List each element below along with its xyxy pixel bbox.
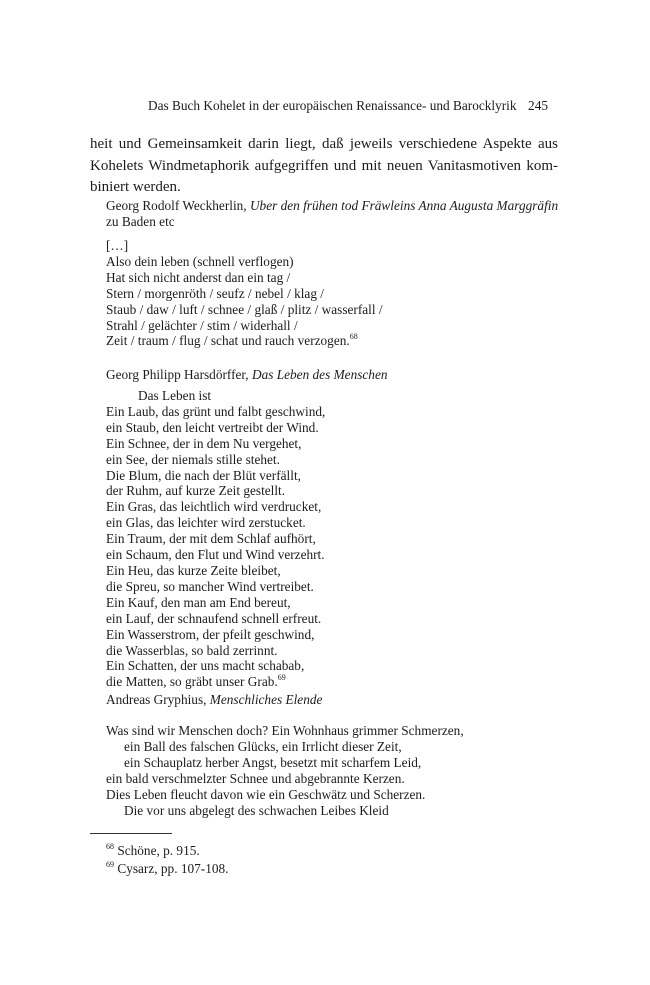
footnote-text: Schöne, p. 915.	[117, 843, 200, 858]
running-title: Das Buch Kohelet in der europäischen Renaissance- und Barocklyrik	[148, 98, 517, 113]
poem-line: […]	[106, 238, 129, 253]
poem-line: Dies Leben fleucht davon wie ein Geschwätz und Scherzen.	[106, 786, 426, 802]
footnote-text: Cysarz, pp. 107-108.	[117, 861, 229, 876]
poem-heading-weckherlin	[106, 198, 558, 230]
poem-subtitle: Das Leben ist	[138, 388, 212, 403]
footnote-separator	[90, 833, 172, 834]
poem-line: die Wasserblas, so bald zerrinnt.	[106, 642, 278, 658]
footnote-number: 69	[106, 860, 114, 869]
poem-author: Georg Rodolf Weckherlin,	[106, 198, 250, 213]
poem-line: Staub / daw / luft / schnee / glaß / plitz / wasserfall /	[106, 301, 383, 317]
running-header	[148, 98, 548, 114]
page-number: 245	[528, 98, 548, 113]
body-line: biniert werden.	[90, 179, 181, 195]
poem-line: Ein Wasserstrom, der pfeilt geschwind,	[106, 626, 315, 642]
poem-title: Das Leben des Menschen	[251, 367, 388, 382]
poem-line: Zeit / traum / flug / schat und rauch verzogen.	[106, 333, 350, 349]
footnote	[106, 843, 200, 859]
poem-line: Ein Heu, das kurze Zeite bleibet,	[106, 562, 281, 578]
poem-line: Strahl / gelächter / stim / widerhall /	[106, 317, 298, 333]
poem-line: Ein Schnee, der in dem Nu vergehet,	[106, 435, 302, 451]
poem-line: Stern / morgenröth / seufz / nebel / klag /	[106, 285, 324, 301]
poem-weckherlin	[106, 238, 383, 349]
poem-author: Georg Philipp Harsdörffer,	[106, 367, 252, 382]
poem-line: Ein Laub, das grünt und falbt geschwind,	[106, 403, 326, 419]
poem-line: die Matten, so gräbt unser Grab.	[106, 674, 278, 690]
poem-line: die Spreu, so mancher Wind vertreibet.	[106, 578, 314, 594]
poem-heading-harsdoerffer	[106, 367, 388, 383]
poem-line: Ein Traum, der mit dem Schlaf aufhört,	[106, 531, 316, 547]
poem-harsdoerffer	[106, 388, 325, 690]
poem-line: ein Schauplatz herber Angst, besetzt mit scharfem Leid,	[124, 754, 422, 770]
poem-gryphius	[106, 723, 464, 818]
body-line: heit und Gemeinsamkeit darin liegt, daß jeweils verschiedene Aspekte aus	[90, 136, 558, 152]
poem-line: Was sind wir Menschen doch? Ein Wohnhaus grimmer Schmerzen,	[106, 723, 464, 738]
poem-title: Menschliches Elende	[209, 692, 323, 707]
poem-line: der Ruhm, auf kurze Zeit gestellt.	[106, 483, 286, 499]
footnote-ref: 69	[277, 673, 286, 683]
footnote-number: 68	[106, 842, 114, 851]
poem-line: Hat sich nicht anderst dan ein tag /	[106, 269, 291, 285]
poem-line: ein Lauf, der schnaufend schnell erfreut.	[106, 610, 322, 626]
poem-line: ein bald verschmelzter Schnee und abgebrannte Kerzen.	[106, 770, 405, 786]
footnote	[106, 861, 229, 877]
poem-line: ein Schaum, den Flut und Wind verzehrt.	[106, 547, 325, 563]
poem-line: ein Glas, das leichter wird zerstucket.	[106, 515, 306, 531]
poem-line: ein Staub, den leicht vertreibt der Wind.	[106, 419, 319, 435]
poem-line: ein Ball des falschen Glücks, ein Irrlicht dieser Zeit,	[124, 738, 402, 754]
poem-title-cont: zu Baden etc	[106, 213, 175, 229]
poem-line: Ein Kauf, den man am End bereut,	[106, 594, 291, 610]
body-paragraph	[90, 134, 558, 199]
poem-line: Ein Schatten, der uns macht schabab,	[106, 658, 305, 674]
poem-heading-gryphius	[106, 692, 322, 708]
poem-line: Ein Gras, das leichtlich wird verdrucket,	[106, 499, 322, 515]
poem-line: Die Blum, die nach der Blüt verfällt,	[106, 467, 301, 483]
poem-line: Also dein leben (schnell verflogen)	[106, 253, 294, 269]
body-line: Kohelets Windmetaphorik aufgegriffen und mit neuen Vanitasmotiven kom-	[90, 157, 558, 174]
poem-line: ein See, der niemals stille stehet.	[106, 451, 280, 467]
poem-author: Andreas Gryphius,	[106, 692, 210, 707]
poem-title: Uber den frühen tod Fräwleins Anna Augusta Marggräfin	[249, 198, 559, 213]
poem-line: Die vor uns abgelegt des schwachen Leibes Kleid	[124, 802, 389, 818]
footnote-ref: 68	[349, 332, 358, 342]
